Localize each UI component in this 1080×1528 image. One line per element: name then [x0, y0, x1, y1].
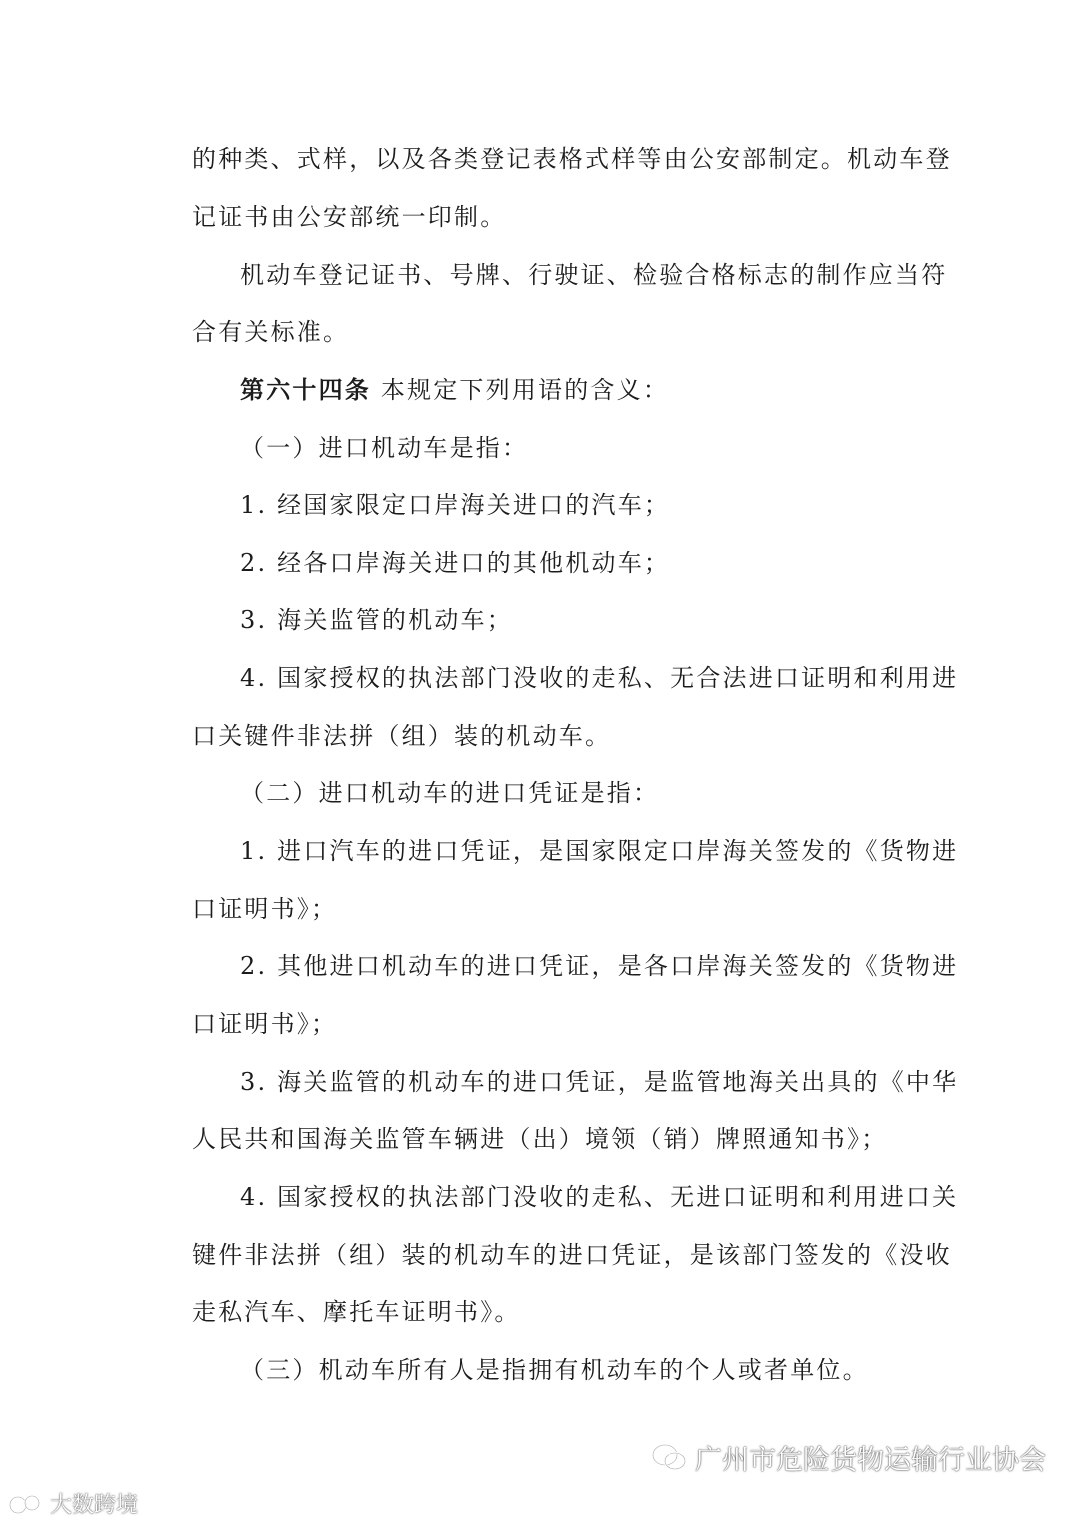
list-item: 4. 国家授权的执法部门没收的走私、无合法进口证明和利用进	[240, 664, 959, 692]
section-heading: （一）进口机动车是指：	[240, 434, 529, 462]
list-item-continuation: 口证明书》；	[192, 1010, 338, 1038]
list-item: 1. 进口汽车的进口凭证，是国家限定口岸海关签发的《货物进	[240, 837, 959, 865]
list-item-continuation: 走私汽车、摩托车证明书》。	[192, 1298, 521, 1326]
wechat-icon	[651, 1443, 687, 1473]
article-number: 第六十四条	[240, 375, 371, 404]
list-item: 2. 经各口岸海关进口的其他机动车；	[240, 549, 671, 577]
section-heading: （二）进口机动车的进口凭证是指：	[240, 779, 660, 807]
watermark-left-text: 大数跨境	[50, 1493, 139, 1518]
section-heading: （三）机动车所有人是指拥有机动车的个人或者单位。	[240, 1356, 869, 1384]
watermark-right	[651, 1438, 1046, 1477]
list-item-continuation: 人民共和国海关监管车辆进（出）境领（销）牌照通知书》；	[192, 1125, 888, 1153]
list-item: 1. 经国家限定口岸海关进口的汽车；	[240, 491, 671, 519]
list-item-continuation: 口证明书》；	[192, 895, 338, 923]
list-item: 3. 海关监管的机动车的进口凭证，是监管地海关出具的《中华	[240, 1068, 959, 1096]
body-line: 的种类、式样，以及各类登记表格式样等由公安部制定。机动车登	[192, 145, 952, 173]
body-line: 记证书由公安部统一印制。	[192, 203, 507, 231]
weibo-like-logo-icon	[8, 1491, 44, 1517]
watermark-left	[8, 1488, 138, 1519]
list-item-continuation: 键件非法拼（组）装的机动车的进口凭证，是该部门签发的《没收	[192, 1241, 952, 1269]
article-text: 本规定下列用语的含义：	[371, 376, 670, 404]
list-item: 3. 海关监管的机动车；	[240, 606, 513, 634]
list-item: 2. 其他进口机动车的进口凭证，是各口岸海关签发的《货物进	[240, 952, 959, 980]
list-item-continuation: 口关键件非法拼（组）装的机动车。	[192, 722, 612, 750]
list-item: 4. 国家授权的执法部门没收的走私、无进口证明和利用进口关	[240, 1183, 959, 1211]
body-line: 合有关标准。	[192, 318, 350, 346]
article-heading-line	[240, 374, 669, 406]
body-line: 机动车登记证书、号牌、行驶证、检验合格标志的制作应当符	[240, 261, 948, 289]
watermark-right-text: 广州市危险货物运输行业协会	[695, 1445, 1046, 1476]
